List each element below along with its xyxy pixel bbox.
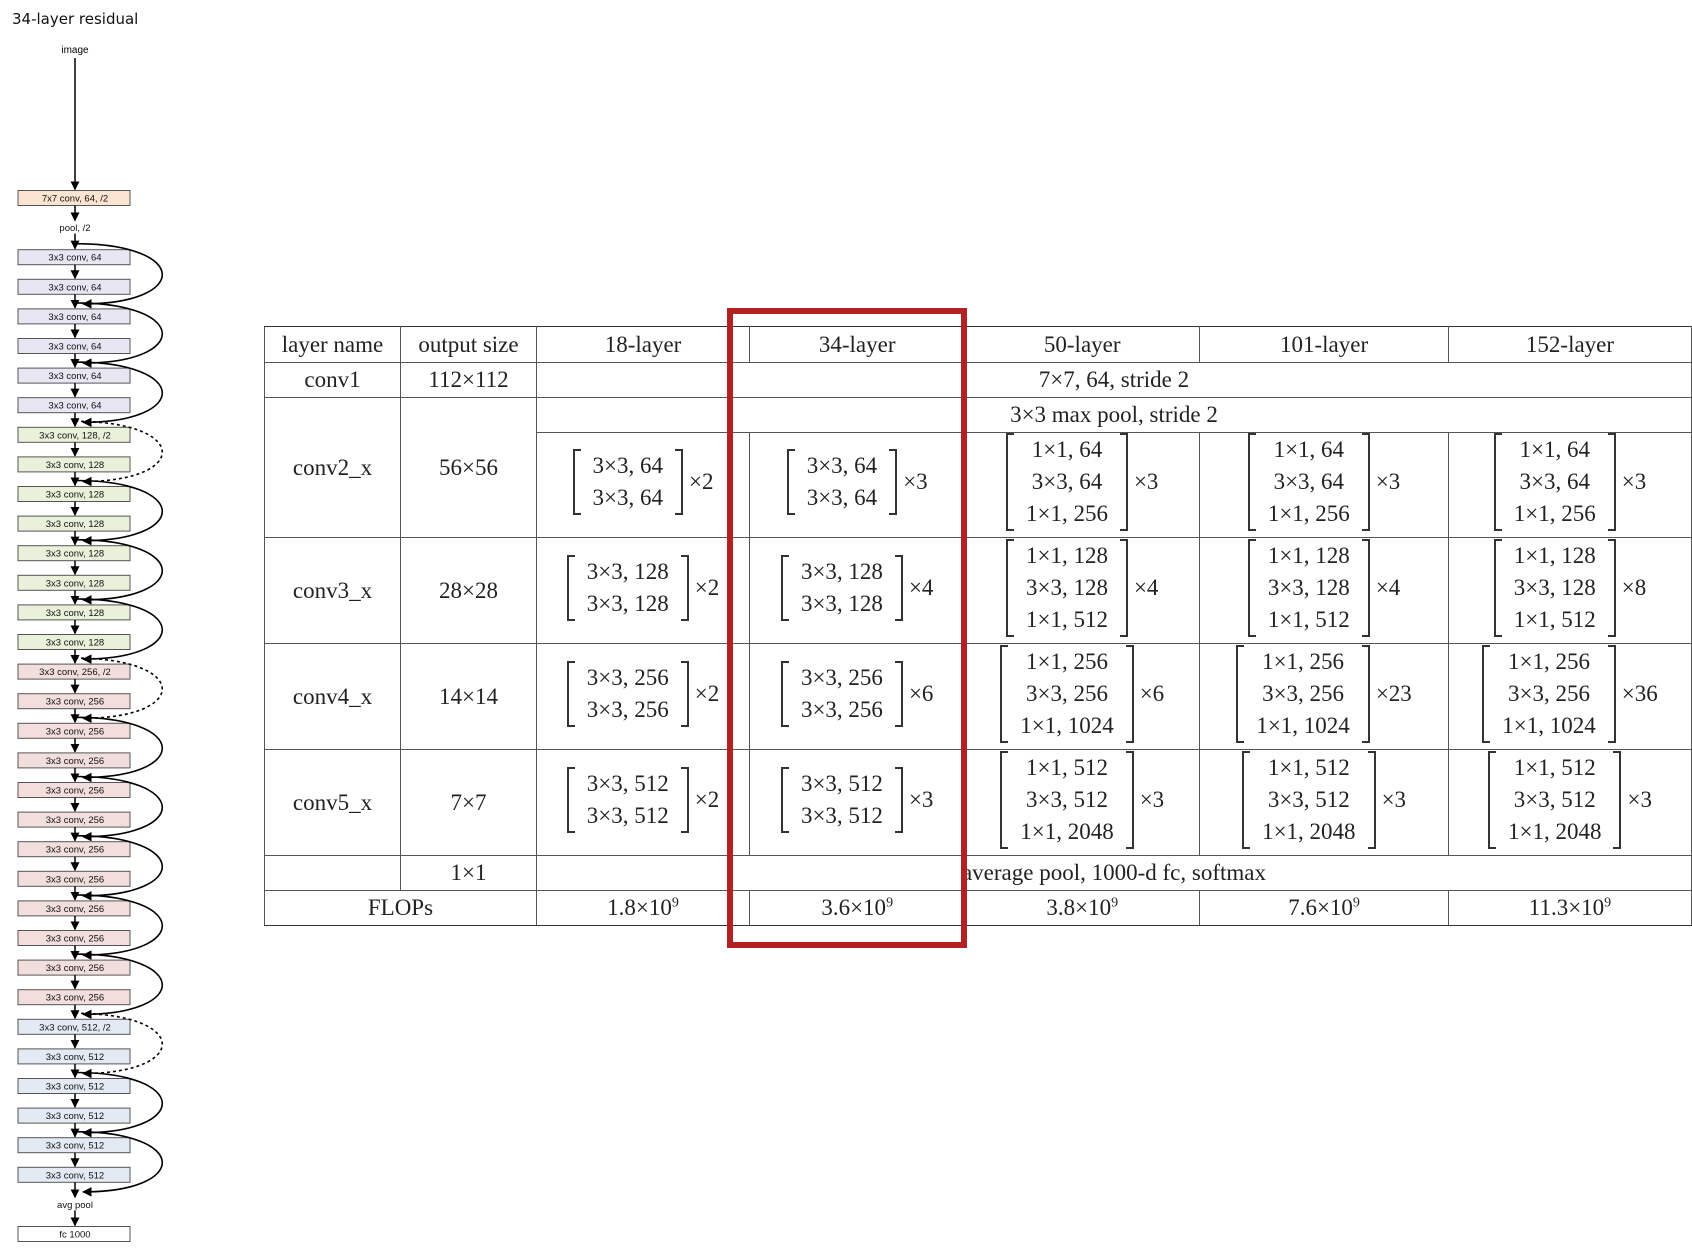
left-bracket bbox=[1248, 539, 1256, 637]
block-multiplier: ×3 bbox=[1133, 469, 1159, 494]
layer-label: 3x3 conv, 128 bbox=[45, 578, 105, 590]
block-line: 3×3, 128 bbox=[800, 558, 883, 584]
block-line: 3×3, 256 bbox=[586, 664, 669, 690]
block-multiplier: ×6 bbox=[908, 680, 934, 706]
block-line: 3×3, 64 bbox=[1273, 469, 1345, 494]
layer-label: 3x3 conv, 128 bbox=[45, 459, 105, 471]
block-line: 1×1, 512 bbox=[1267, 606, 1350, 632]
conv4-50-layer bbox=[965, 644, 1200, 750]
layer-label: 3x3 conv, 512, /2 bbox=[39, 1022, 111, 1034]
resnet34-diagram bbox=[0, 0, 200, 1250]
layer-label: 3x3 conv, 64 bbox=[48, 252, 102, 264]
block-line: 3×3, 512 bbox=[1513, 786, 1596, 812]
left-bracket bbox=[567, 661, 575, 727]
layer-label: 3x3 conv, 256 bbox=[45, 726, 105, 738]
bracket-block bbox=[781, 661, 933, 727]
right-bracket bbox=[1362, 539, 1370, 637]
block-multiplier: ×2 bbox=[694, 680, 720, 706]
block-multiplier: ×6 bbox=[1139, 680, 1165, 706]
layer-label: 3x3 conv, 64 bbox=[48, 282, 102, 294]
block-line: 1×1, 256 bbox=[1508, 648, 1590, 674]
block-line: 1×1, 256 bbox=[1025, 501, 1108, 526]
bracket-block bbox=[781, 555, 933, 621]
conv5-50-layer bbox=[965, 750, 1200, 856]
right-bracket bbox=[1368, 751, 1376, 849]
block-line: 3×3, 256 bbox=[800, 696, 883, 722]
block-line: 1×1, 512 bbox=[1513, 754, 1596, 780]
bracket-block bbox=[573, 449, 714, 515]
block-line: 3×3, 128 bbox=[586, 558, 669, 584]
bracket-block bbox=[1488, 751, 1652, 849]
block-multiplier: ×3 bbox=[1621, 469, 1647, 494]
layer-label: 3x3 conv, 512 bbox=[45, 1051, 105, 1063]
layer-label: avg pool bbox=[57, 1199, 93, 1211]
flops-101-base: 7.6×10 bbox=[1288, 895, 1353, 920]
bracket-block bbox=[1494, 433, 1646, 531]
conv5-152-layer bbox=[1448, 750, 1691, 856]
bracket-block bbox=[567, 661, 719, 727]
conv2-18-layer bbox=[536, 433, 749, 538]
input-label: image bbox=[61, 45, 89, 56]
layer-label: 3x3 conv, 128 bbox=[45, 519, 105, 531]
block-line: 1×1, 128 bbox=[1267, 542, 1350, 568]
conv4-152-layer bbox=[1448, 644, 1691, 750]
layer-label: 3x3 conv, 64 bbox=[48, 371, 102, 383]
diagram-title: 34-layer residual bbox=[12, 10, 139, 28]
bracket-block bbox=[1242, 751, 1406, 849]
layer-label: 3x3 conv, 512 bbox=[45, 1111, 105, 1123]
left-bracket bbox=[1006, 433, 1014, 531]
layer-label: 3x3 conv, 512 bbox=[45, 1081, 105, 1093]
flops-50-layer bbox=[965, 891, 1200, 926]
layer-label: 3x3 conv, 256 bbox=[45, 874, 105, 886]
left-bracket bbox=[1242, 751, 1250, 849]
flops-50-exp: 9 bbox=[1111, 895, 1119, 911]
layer-label: 7x7 conv, 64, /2 bbox=[41, 193, 109, 205]
header-34-layer: 34-layer bbox=[750, 327, 965, 363]
conv4-name: conv4_x bbox=[265, 644, 401, 750]
block-line: 1×1, 256 bbox=[1267, 501, 1350, 526]
conv2-name: conv2_x bbox=[265, 398, 401, 538]
conv5-101-layer bbox=[1200, 750, 1449, 856]
left-bracket bbox=[781, 555, 789, 621]
fc-row bbox=[265, 856, 1692, 891]
block-line: 3×3, 512 bbox=[1025, 786, 1108, 812]
right-bracket bbox=[1120, 539, 1128, 637]
conv3-size: 28×28 bbox=[400, 538, 536, 644]
header-layer-name: layer name bbox=[265, 327, 401, 363]
block-multiplier: ×3 bbox=[1627, 786, 1652, 812]
header-row bbox=[265, 327, 1692, 363]
conv3-101-layer bbox=[1200, 538, 1449, 644]
right-bracket bbox=[1120, 433, 1128, 531]
flops-18-exp: 9 bbox=[671, 895, 679, 911]
maxpool-spec: 3×3 max pool, stride 2 bbox=[536, 398, 1691, 433]
block-line: 1×1, 2048 bbox=[1020, 818, 1114, 844]
conv3-name: conv3_x bbox=[265, 538, 401, 644]
block-multiplier: ×2 bbox=[694, 786, 720, 812]
block-line: 3×3, 64 bbox=[1519, 469, 1590, 494]
layer-label: 3x3 conv, 256 bbox=[45, 903, 105, 915]
block-line: 3×3, 256 bbox=[1262, 680, 1345, 706]
bracket-block bbox=[1006, 433, 1158, 531]
right-bracket bbox=[1362, 433, 1370, 531]
right-bracket bbox=[681, 661, 689, 727]
block-line: 1×1, 256 bbox=[1262, 648, 1345, 674]
conv2-34-layer bbox=[750, 433, 965, 538]
conv2-50-layer bbox=[965, 433, 1200, 538]
block-multiplier: ×3 bbox=[1375, 469, 1401, 494]
block-line: 1×1, 1024 bbox=[1020, 712, 1114, 738]
conv5-size: 7×7 bbox=[400, 750, 536, 856]
header-152-layer: 152-layer bbox=[1448, 327, 1691, 363]
layer-label: 3x3 conv, 256 bbox=[45, 844, 105, 856]
block-line: 3×3, 128 bbox=[1025, 574, 1108, 600]
block-multiplier: ×2 bbox=[694, 574, 720, 600]
right-bracket bbox=[895, 767, 903, 833]
block-multiplier: ×4 bbox=[908, 574, 934, 600]
conv1-row bbox=[265, 363, 1692, 398]
block-line: 1×1, 512 bbox=[1025, 606, 1108, 632]
block-line: 1×1, 256 bbox=[1025, 648, 1108, 674]
right-bracket bbox=[1608, 539, 1616, 637]
conv1-size: 112×112 bbox=[400, 363, 536, 398]
bracket-block bbox=[1482, 645, 1657, 743]
conv1-name: conv1 bbox=[265, 363, 401, 398]
bracket-block bbox=[567, 767, 719, 833]
block-multiplier: ×3 bbox=[908, 786, 934, 812]
bracket-block bbox=[1248, 433, 1400, 531]
conv2-152-layer bbox=[1448, 433, 1691, 538]
block-multiplier: ×3 bbox=[903, 469, 928, 494]
flops-34-base: 3.6×10 bbox=[821, 895, 887, 920]
left-bracket bbox=[1494, 433, 1502, 531]
block-line: 1×1, 1024 bbox=[1502, 712, 1596, 738]
right-bracket bbox=[675, 449, 683, 515]
bracket-block bbox=[1006, 539, 1158, 637]
right-bracket bbox=[681, 767, 689, 833]
layer-label: 3x3 conv, 64 bbox=[48, 311, 102, 323]
layer-label: pool, /2 bbox=[59, 223, 91, 235]
conv3-152-layer bbox=[1448, 538, 1691, 644]
left-bracket bbox=[567, 555, 575, 621]
layer-label: 3x3 conv, 64 bbox=[48, 400, 102, 412]
conv1-spec: 7×7, 64, stride 2 bbox=[536, 363, 1691, 398]
flops-18-base: 1.8×10 bbox=[607, 895, 672, 920]
bracket-block bbox=[787, 449, 928, 515]
left-bracket bbox=[1000, 751, 1008, 849]
conv2-size: 56×56 bbox=[400, 398, 536, 538]
block-line: 1×1, 128 bbox=[1025, 542, 1108, 568]
block-line: 1×1, 128 bbox=[1513, 542, 1596, 568]
conv4-18-layer bbox=[536, 644, 749, 750]
conv5-row bbox=[265, 750, 1692, 856]
block-line: 3×3, 512 bbox=[800, 770, 883, 796]
block-line: 1×1, 64 bbox=[1273, 437, 1345, 462]
block-line: 3×3, 512 bbox=[1267, 786, 1350, 812]
right-bracket bbox=[1608, 645, 1616, 743]
block-line: 3×3, 128 bbox=[586, 590, 669, 616]
conv5-name: conv5_x bbox=[265, 750, 401, 856]
left-bracket bbox=[781, 661, 789, 727]
conv5-34-layer bbox=[750, 750, 965, 856]
flops-34-layer bbox=[750, 891, 965, 926]
header-18-layer: 18-layer bbox=[536, 327, 749, 363]
layer-label: 3x3 conv, 256 bbox=[45, 963, 105, 975]
right-bracket bbox=[1126, 645, 1134, 743]
conv3-34-layer bbox=[750, 538, 965, 644]
left-bracket bbox=[781, 767, 789, 833]
left-bracket bbox=[1494, 539, 1502, 637]
block-line: 1×1, 512 bbox=[1025, 754, 1108, 780]
layer-label: 3x3 conv, 128 bbox=[45, 489, 105, 501]
left-bracket bbox=[573, 449, 581, 515]
conv4-size: 14×14 bbox=[400, 644, 536, 750]
block-multiplier: ×8 bbox=[1621, 574, 1647, 600]
block-line: 3×3, 256 bbox=[800, 664, 883, 690]
conv4-34-layer bbox=[750, 644, 965, 750]
layer-label: 3x3 conv, 256 bbox=[45, 992, 105, 1004]
block-line: 3×3, 128 bbox=[800, 590, 883, 616]
header-101-layer: 101-layer bbox=[1200, 327, 1449, 363]
flops-label: FLOPs bbox=[265, 891, 537, 926]
layer-label: 3x3 conv, 256 bbox=[45, 755, 105, 767]
block-line: 3×3, 64 bbox=[592, 453, 664, 478]
layer-label: 3x3 conv, 128 bbox=[45, 607, 105, 619]
right-bracket bbox=[681, 555, 689, 621]
flops-152-exp: 9 bbox=[1604, 895, 1612, 911]
left-bracket bbox=[1236, 645, 1244, 743]
layer-label: 3x3 conv, 512 bbox=[45, 1170, 105, 1182]
left-bracket bbox=[787, 449, 795, 515]
right-bracket bbox=[895, 555, 903, 621]
bracket-block bbox=[1000, 751, 1164, 849]
block-multiplier: ×3 bbox=[1139, 786, 1165, 812]
header-output-size: output size bbox=[400, 327, 536, 363]
block-line: 3×3, 128 bbox=[1267, 574, 1350, 600]
block-line: 1×1, 1024 bbox=[1256, 712, 1350, 738]
maxpool-row bbox=[265, 398, 1692, 433]
conv2-101-layer bbox=[1200, 433, 1449, 538]
fc-spec: average pool, 1000-d fc, softmax bbox=[536, 856, 1691, 891]
block-multiplier: ×23 bbox=[1375, 680, 1412, 706]
left-bracket bbox=[1006, 539, 1014, 637]
bracket-block bbox=[567, 555, 719, 621]
right-bracket bbox=[1362, 645, 1370, 743]
flops-152-layer bbox=[1448, 891, 1691, 926]
block-line: 1×1, 64 bbox=[1519, 437, 1590, 462]
bracket-block bbox=[781, 767, 933, 833]
block-line: 1×1, 256 bbox=[1513, 501, 1596, 526]
layer-label: 3x3 conv, 256 bbox=[45, 696, 105, 708]
block-line: 1×1, 2048 bbox=[1262, 818, 1356, 844]
block-line: 3×3, 512 bbox=[586, 770, 669, 796]
layer-label: 3x3 conv, 256 bbox=[45, 785, 105, 797]
block-line: 3×3, 512 bbox=[800, 802, 883, 828]
flops-152-base: 11.3×10 bbox=[1528, 895, 1605, 920]
block-line: 3×3, 64 bbox=[806, 453, 878, 478]
fc-size: 1×1 bbox=[400, 856, 536, 891]
fc-name bbox=[265, 856, 401, 891]
block-line: 1×1, 2048 bbox=[1508, 818, 1602, 844]
bracket-block bbox=[1236, 645, 1411, 743]
block-line: 3×3, 256 bbox=[586, 696, 669, 722]
block-line: 3×3, 64 bbox=[1031, 469, 1103, 494]
layer-label: 3x3 conv, 256 bbox=[45, 815, 105, 827]
block-line: 3×3, 64 bbox=[806, 485, 878, 510]
conv3-row bbox=[265, 538, 1692, 644]
conv4-row bbox=[265, 644, 1692, 750]
block-line: 3×3, 256 bbox=[1508, 680, 1590, 706]
left-bracket bbox=[1248, 433, 1256, 531]
flops-101-layer bbox=[1200, 891, 1449, 926]
block-line: 1×1, 512 bbox=[1513, 606, 1596, 632]
conv3-18-layer bbox=[536, 538, 749, 644]
header-50-layer: 50-layer bbox=[965, 327, 1200, 363]
block-multiplier: ×36 bbox=[1621, 680, 1658, 706]
flops-50-base: 3.8×10 bbox=[1046, 895, 1112, 920]
block-multiplier: ×3 bbox=[1381, 786, 1407, 812]
layer-label: 3x3 conv, 128 bbox=[45, 637, 105, 649]
block-line: 3×3, 64 bbox=[592, 485, 664, 510]
right-bracket bbox=[1126, 751, 1134, 849]
block-line: 1×1, 512 bbox=[1267, 754, 1350, 780]
left-bracket bbox=[1482, 645, 1490, 743]
layer-label: 3x3 conv, 128 bbox=[45, 548, 105, 560]
conv4-101-layer bbox=[1200, 644, 1449, 750]
left-bracket bbox=[567, 767, 575, 833]
block-multiplier: ×2 bbox=[689, 469, 714, 494]
right-bracket bbox=[1608, 433, 1616, 531]
flops-101-exp: 9 bbox=[1352, 895, 1360, 911]
layer-label: 3x3 conv, 256, /2 bbox=[39, 667, 111, 679]
architecture-table bbox=[264, 326, 1692, 926]
block-line: 3×3, 256 bbox=[1025, 680, 1108, 706]
conv5-18-layer bbox=[536, 750, 749, 856]
layer-label: 3x3 conv, 256 bbox=[45, 933, 105, 945]
layer-label: 3x3 conv, 128, /2 bbox=[39, 430, 111, 442]
left-bracket bbox=[1000, 645, 1008, 743]
left-bracket bbox=[1488, 751, 1496, 849]
layer-label: 3x3 conv, 64 bbox=[48, 341, 102, 353]
right-bracket bbox=[889, 449, 897, 515]
bracket-block bbox=[1494, 539, 1646, 637]
block-line: 3×3, 128 bbox=[1513, 574, 1596, 600]
layer-label: fc 1000 bbox=[59, 1229, 91, 1241]
block-line: 3×3, 512 bbox=[586, 802, 669, 828]
bracket-block bbox=[1000, 645, 1164, 743]
conv3-50-layer bbox=[965, 538, 1200, 644]
block-line: 1×1, 64 bbox=[1031, 437, 1103, 462]
bracket-block bbox=[1248, 539, 1400, 637]
flops-34-exp: 9 bbox=[886, 895, 894, 911]
flops-18-layer bbox=[536, 891, 749, 926]
layer-label: 3x3 conv, 512 bbox=[45, 1140, 105, 1152]
block-multiplier: ×4 bbox=[1375, 574, 1401, 600]
right-bracket bbox=[1613, 751, 1621, 849]
block-multiplier: ×4 bbox=[1133, 574, 1159, 600]
right-bracket bbox=[895, 661, 903, 727]
flops-row bbox=[265, 891, 1692, 926]
